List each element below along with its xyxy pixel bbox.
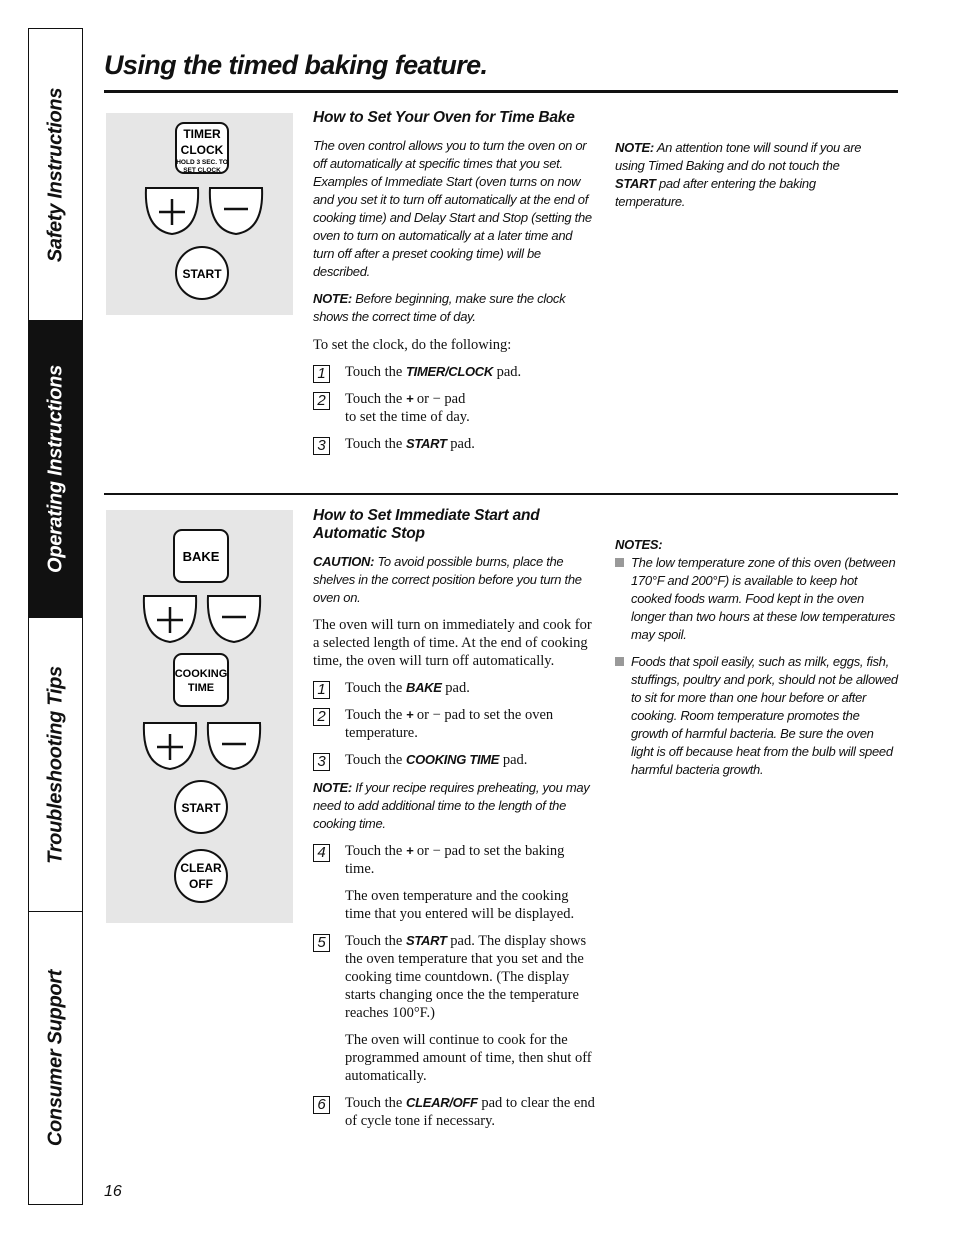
step-text: pad. bbox=[441, 680, 470, 696]
keypad-illustration bbox=[106, 113, 293, 315]
caution-label: CAUTION: bbox=[313, 554, 375, 569]
note-paragraph bbox=[313, 290, 595, 326]
page-number: 16 bbox=[104, 1183, 122, 1200]
step-number: 3 bbox=[313, 437, 330, 455]
pad-label: TIME bbox=[187, 682, 215, 694]
plus-pad bbox=[146, 188, 198, 234]
page-title: Using the timed baking feature. bbox=[104, 50, 488, 80]
step-text: Touch the bbox=[345, 364, 406, 380]
minus-pad bbox=[210, 188, 262, 234]
step-keyword: TIMER/CLOCK bbox=[406, 364, 493, 379]
control-panel-illustration-clock bbox=[106, 113, 293, 315]
section-notes bbox=[615, 536, 898, 779]
note-label: NOTE: bbox=[313, 780, 352, 795]
step-keyword: COOKING TIME bbox=[406, 752, 500, 767]
pad-label: START bbox=[182, 267, 222, 281]
clear-off-pad bbox=[175, 850, 227, 902]
step-item bbox=[313, 363, 595, 381]
section-heading: How to Set Your Oven for Time Bake bbox=[313, 109, 575, 126]
note-text: Foods that spoil easily, such as milk, eggs, fish, stuffings, poultry and pork, should not be allowed to sit for more than one hour before or after cooking. Room temperature promotes the growth of harmful bacteria. Be sure the oven light is off because heat from the bulb will speed harmful bacteria growth. bbox=[631, 654, 898, 777]
plus-pad bbox=[144, 596, 196, 642]
step-text: or − pad to set the baking time. bbox=[345, 843, 565, 877]
section-heading: How to Set Immediate Start and Automatic Stop bbox=[313, 507, 540, 542]
step-text: or − pad bbox=[413, 391, 466, 407]
tab-label: Safety Instructions bbox=[44, 87, 66, 262]
attention-tone-note bbox=[615, 139, 880, 211]
step-text: Touch the bbox=[345, 752, 406, 768]
pad-label: START bbox=[181, 801, 221, 815]
step-keyword: + bbox=[406, 707, 414, 722]
step-number: 1 bbox=[313, 681, 330, 699]
step-item bbox=[313, 679, 595, 697]
tab-label: Troubleshooting Tips bbox=[44, 665, 66, 864]
step-keyword: BAKE bbox=[406, 680, 442, 695]
note-item bbox=[615, 554, 898, 644]
step-text: pad. The display shows the oven temperature that you set and the cooking time countdown. (The display starts changing once the the temperature reaches 100°F.) bbox=[345, 933, 587, 1021]
step-number: 1 bbox=[313, 365, 330, 383]
note-label: NOTE: bbox=[313, 291, 352, 306]
note-text: If your recipe requires preheating, you may need to add additional time to the length of the cooking time. bbox=[313, 780, 590, 831]
tab-label: Operating Instructions bbox=[44, 365, 66, 573]
pad-label: OFF bbox=[189, 877, 213, 891]
tab-consumer-support[interactable] bbox=[29, 912, 82, 1203]
side-tab-bar bbox=[28, 28, 83, 1205]
notes-heading: NOTES: bbox=[615, 537, 663, 552]
step-text: pad. bbox=[499, 752, 528, 768]
note-text: An attention tone will sound if you are using Timed Baking and do not touch the bbox=[615, 140, 862, 173]
keypad-illustration bbox=[106, 510, 293, 923]
note-text: pad after entering the baking temperature. bbox=[615, 176, 816, 209]
step-text: or − pad to set the oven temperature. bbox=[345, 707, 554, 741]
tab-safety-instructions[interactable] bbox=[29, 29, 82, 321]
step-keyword: + bbox=[406, 391, 414, 406]
note-text: The low temperature zone of this oven (between 170°F and 200°F) is available to keep hot cooked foods warm. Food kept in the oven longer than two hours at these low temperatures may spoil. bbox=[631, 555, 896, 642]
bake-pad bbox=[174, 530, 228, 582]
control-panel-illustration-bake bbox=[106, 510, 293, 923]
clock-lead-in: To set the clock, do the following: bbox=[313, 337, 512, 353]
step-item bbox=[313, 932, 595, 1085]
pad-label: TIMER bbox=[183, 127, 221, 141]
step-text: Touch the bbox=[345, 436, 406, 452]
step-text: Touch the bbox=[345, 707, 406, 723]
title-rule bbox=[104, 90, 898, 93]
pad-label: BAKE bbox=[182, 549, 220, 564]
pad-label: COOKING bbox=[174, 668, 228, 680]
step-item bbox=[313, 435, 595, 453]
note-paragraph bbox=[313, 779, 595, 833]
pad-label: CLOCK bbox=[180, 143, 224, 157]
step-item bbox=[313, 842, 595, 923]
step-text: pad to clear the end of cycle tone if necessary. bbox=[345, 1095, 595, 1129]
minus-pad bbox=[208, 723, 260, 769]
timer-clock-pad bbox=[176, 123, 228, 174]
tab-label: Consumer Support bbox=[44, 969, 66, 1146]
step-number: 3 bbox=[313, 753, 330, 771]
step-item bbox=[313, 706, 595, 742]
note-item bbox=[615, 653, 898, 779]
step-text: Touch the bbox=[345, 1095, 406, 1111]
caution-paragraph bbox=[313, 553, 595, 607]
note-text: Before beginning, make sure the clock shows the correct time of day. bbox=[313, 291, 566, 324]
cooking-time-pad bbox=[174, 654, 228, 706]
step-detail: The oven will continue to cook for the programmed amount of time, then shut off automatically. bbox=[345, 1032, 592, 1084]
step-keyword: + bbox=[406, 843, 414, 858]
section-immediate-start bbox=[313, 507, 595, 1130]
step-number: 2 bbox=[313, 392, 330, 410]
step-text: to set the time of day. bbox=[345, 409, 470, 425]
step-item bbox=[313, 751, 595, 769]
pad-sublabel: SET CLOCK bbox=[183, 167, 221, 174]
step-detail: The oven temperature and the cooking time that you entered will be displayed. bbox=[345, 888, 575, 922]
step-keyword: START bbox=[406, 933, 447, 948]
plus-pad bbox=[144, 723, 196, 769]
intro-paragraph: The oven will turn on immediately and cook for a selected length of time. At the end of cooking time, the oven will turn off automatically. bbox=[313, 617, 592, 669]
step-text: Touch the bbox=[345, 933, 406, 949]
section-divider bbox=[104, 493, 898, 495]
bullet-square-icon bbox=[615, 657, 624, 666]
caution-text: To avoid possible burns, place the shelves in the correct position before you turn the oven on. bbox=[313, 554, 582, 605]
start-pad bbox=[176, 247, 228, 299]
step-number: 4 bbox=[313, 844, 330, 862]
step-keyword: START bbox=[406, 436, 447, 451]
section-time-bake bbox=[313, 109, 595, 453]
step-text: pad. bbox=[492, 364, 522, 380]
minus-pad bbox=[208, 596, 260, 642]
step-number: 5 bbox=[313, 934, 330, 952]
step-item bbox=[313, 1094, 595, 1130]
tab-troubleshooting-tips[interactable] bbox=[29, 618, 82, 912]
tab-operating-instructions[interactable] bbox=[29, 321, 82, 618]
start-pad bbox=[175, 781, 227, 833]
pad-sublabel: HOLD 3 SEC. TO bbox=[176, 159, 228, 166]
pad-label: CLEAR bbox=[180, 861, 222, 875]
step-number: 6 bbox=[313, 1096, 330, 1114]
note-label: NOTE: bbox=[615, 140, 654, 155]
step-text: Touch the bbox=[345, 680, 406, 696]
note-keyword: START bbox=[615, 176, 656, 191]
step-number: 2 bbox=[313, 708, 330, 726]
step-text: Touch the bbox=[345, 391, 406, 407]
step-text: Touch the bbox=[345, 843, 406, 859]
bullet-square-icon bbox=[615, 558, 624, 567]
section-time-bake-note bbox=[615, 139, 880, 211]
step-keyword: CLEAR/OFF bbox=[406, 1095, 478, 1110]
step-item bbox=[313, 390, 595, 426]
step-text: pad. bbox=[446, 436, 475, 452]
intro-paragraph: The oven control allows you to turn the oven on or off automatically at specific times that you set. Examples of Immediate Start (oven turns on now and you set it to turn off automatically at the end of cooking time) and Delay Start and Stop (setting the oven to turn on automatically at a later time and turn off after a preset cooking time) will be described. bbox=[313, 138, 592, 279]
